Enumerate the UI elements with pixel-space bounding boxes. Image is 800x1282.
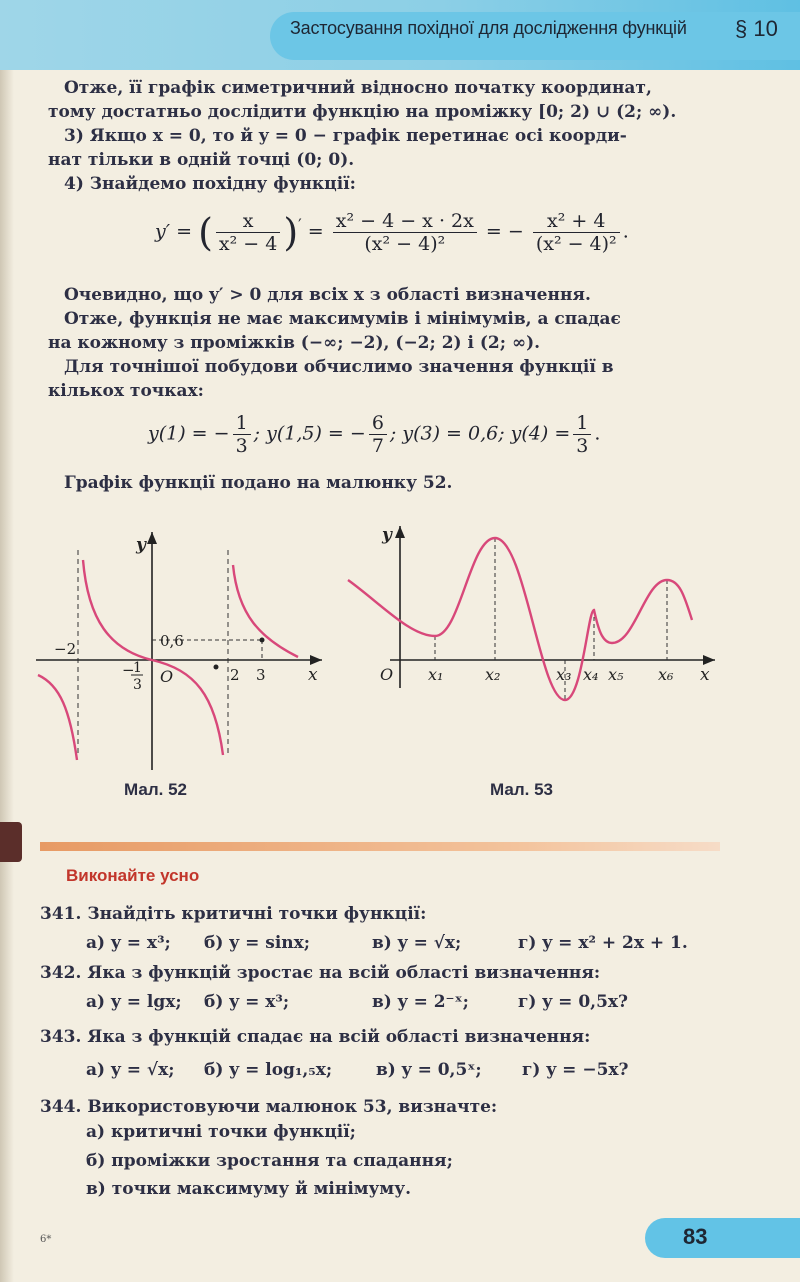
x2-label: x₂ xyxy=(485,665,501,684)
exercise-344-a: а) критичні точки функції; xyxy=(86,1122,356,1142)
tick-2: 2 xyxy=(230,666,240,684)
fraction: $\frac{1}{3}$ xyxy=(573,412,591,457)
option-c: в) y = √x; xyxy=(372,933,462,953)
text-line: Отже, функція не має максимумів і мінімумів, а спадає xyxy=(64,309,621,329)
figure-52-caption: Мал. 52 xyxy=(124,780,187,799)
page-number-tab xyxy=(645,1218,800,1258)
fraction: $\frac{\text{x² − 4 − x · 2x}}{\text{(x² − 4)²}}$ xyxy=(333,210,477,255)
tick-frac-den: 3 xyxy=(133,677,142,693)
option-a: а) y = lgx; xyxy=(86,992,182,1012)
tick-frac-num: 1 xyxy=(133,660,142,676)
text-line: 4) Знайдемо похідну функції: xyxy=(64,174,356,194)
exercise-341: 341. Знайдіть критичні точки функції: xyxy=(40,904,427,924)
option-d: г) y = −5x? xyxy=(522,1060,629,1080)
text-line: Очевидно, що y′ > 0 для всіх x з області визначення. xyxy=(64,285,591,305)
fraction: $\frac{\text{x² + 4}}{\text{(x² − 4)²}}$ xyxy=(533,210,620,255)
fraction: $\frac{1}{3}$ xyxy=(233,412,251,457)
text-line: Графік функції подано на малюнку 52. xyxy=(64,473,453,493)
x1-label: x₁ xyxy=(428,665,444,684)
option-c: в) y = 0,5ˣ; xyxy=(376,1060,482,1080)
exercise-343: 343. Яка з функцій спадає на всій області визначення: xyxy=(40,1027,591,1047)
exercise-342: 342. Яка з функцій зростає на всій області визначення: xyxy=(40,963,601,983)
figure-53-graph xyxy=(340,518,720,718)
bookmark-marker xyxy=(0,822,22,862)
figure-52-graph xyxy=(30,520,330,780)
tick-minus-sign: − xyxy=(122,661,135,679)
y-label: y xyxy=(382,525,392,545)
point-minus xyxy=(214,665,219,670)
lhs: y′ = xyxy=(155,220,193,243)
curve-branch-left xyxy=(38,675,77,760)
text-line: на кожному з проміжків (−∞; −2), (−2; 2) і (2; ∞). xyxy=(48,333,541,353)
text-line: нат тільки в одній точці (0; 0). xyxy=(48,150,355,170)
text-line: кількох точках: xyxy=(48,381,204,401)
origin-label: O xyxy=(380,665,394,684)
section-number: § 10 xyxy=(735,16,778,41)
text-line: Для точнішої побудови обчислимо значення функції в xyxy=(64,357,614,377)
x-arrow xyxy=(310,655,322,665)
exercises-heading: Виконайте усно xyxy=(66,866,200,885)
page-edge-shadow xyxy=(0,0,14,1282)
section-divider xyxy=(40,842,720,851)
fraction: $\frac{6}{7}$ xyxy=(369,412,387,457)
curve-branch-middle xyxy=(83,560,223,755)
x-arrow xyxy=(703,655,715,665)
figure-53-caption: Мал. 53 xyxy=(490,780,553,799)
y-arrow xyxy=(395,526,405,538)
x-label: x xyxy=(700,665,710,685)
option-a: а) y = x³; xyxy=(86,933,171,953)
x5-label: x₅ xyxy=(608,665,624,684)
y-arrow xyxy=(147,532,157,544)
option-d: г) y = 0,5x? xyxy=(518,992,629,1012)
origin-label: O xyxy=(160,667,174,686)
tick-minus2: −2 xyxy=(54,640,77,658)
text-line: тому достатньо дослідити функцію на проміжку [0; 2) ∪ (2; ∞). xyxy=(48,102,677,122)
text-line: 3) Якщо x = 0, то й y = 0 − графік перетинає осі коорди- xyxy=(64,126,627,146)
x3-label: x₃ xyxy=(556,665,572,684)
option-b: б) y = x³; xyxy=(204,992,290,1012)
option-b: б) y = sinx; xyxy=(204,933,311,953)
x4-label: x₄ xyxy=(583,665,599,684)
tick-3: 3 xyxy=(256,666,266,684)
x6-label: x₆ xyxy=(658,665,674,684)
y-label: y xyxy=(136,535,146,555)
option-b: б) y = log₁,₅x; xyxy=(204,1060,333,1080)
values-formula: y(1) = − $\frac{1}{3}$ ; y(1,5) = − $\frac{6}{7}$ ; y(3) = 0,6; y(4) = $\frac{1}{3}$ . xyxy=(148,412,601,457)
exercise-344: 344. Використовуючи малюнок 53, визначте: xyxy=(40,1097,498,1117)
text-line: Отже, її графік симетричний відносно початку координат, xyxy=(64,78,652,98)
option-d: г) y = x² + 2x + 1. xyxy=(518,933,688,953)
running-head-title: Застосування похідної для дослідження функцій xyxy=(290,18,687,38)
option-a: а) y = √x; xyxy=(86,1060,175,1080)
x-label: x xyxy=(308,665,318,685)
point-3-06 xyxy=(260,638,265,643)
fraction: $\frac{x}{\text{x² − 4}}$ xyxy=(216,210,280,255)
exercise-344-b: б) проміжки зростання та спадання; xyxy=(86,1151,453,1171)
exercise-344-c: в) точки максимуму й мінімуму. xyxy=(86,1179,412,1199)
page-number: 83 xyxy=(683,1224,708,1249)
derivative-formula: y′ = ( $\frac{x}{\text{x² − 4}}$ )′ = $\frac{\text{x² − 4 − x · 2x}}{\text{(x² − 4)²}}$ = − $\frac{\text{x² + 4}}{\text{(x² − 4)²}}$ . xyxy=(155,210,629,255)
curve-branch-right xyxy=(233,565,298,657)
tick-06: 0,6 xyxy=(160,632,184,650)
option-c: в) y = 2⁻ˣ; xyxy=(372,992,469,1012)
signature-mark: 6* xyxy=(40,1234,52,1245)
